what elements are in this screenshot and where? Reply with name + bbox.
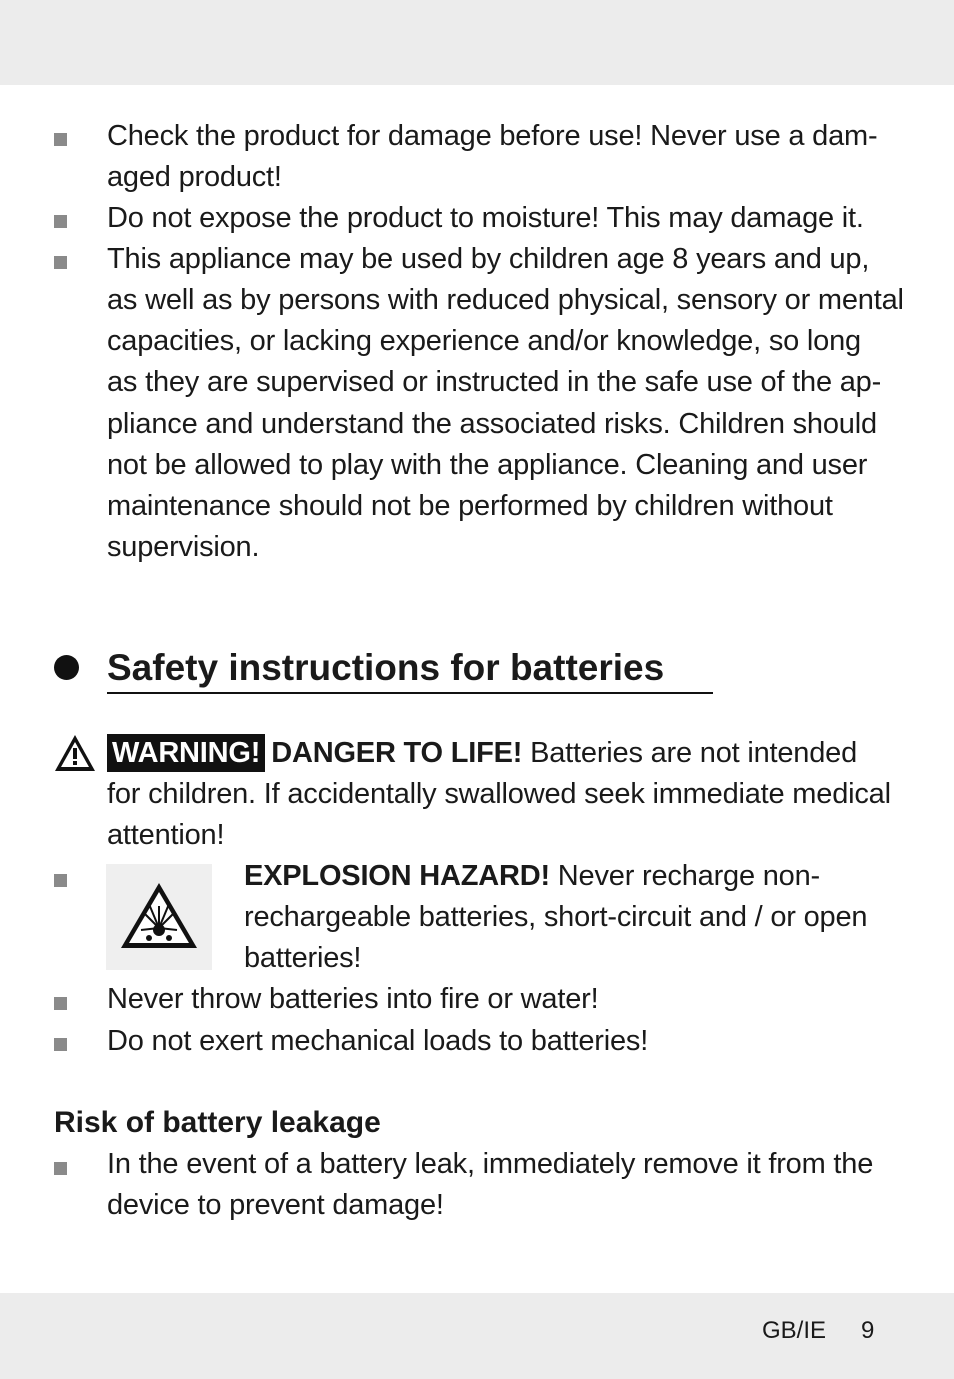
square-bullet-icon bbox=[54, 256, 67, 269]
explosion-hazard-icon bbox=[119, 880, 199, 952]
square-bullet-icon bbox=[54, 133, 67, 146]
explosion-text: Never recharge non- bbox=[549, 860, 820, 892]
section-title: Safety instructions for batteries bbox=[107, 647, 665, 688]
explosion-line-2: rechargeable batteries, short-circuit and / or open bbox=[244, 901, 868, 933]
list-item-line: supervision. bbox=[107, 531, 260, 563]
warning-headline: DANGER TO LIFE! bbox=[271, 737, 523, 769]
explosion-hazard-panel bbox=[106, 864, 212, 970]
list-item-line: as well as by persons with reduced physical, sensory or mental bbox=[107, 284, 904, 316]
list-item-line: Check the product for damage before use! Never use a dam- bbox=[107, 120, 878, 152]
subsection-title: Risk of battery leakage bbox=[54, 1106, 381, 1139]
explosion-line-3: batteries! bbox=[244, 942, 362, 974]
list-item-line: device to prevent damage! bbox=[107, 1189, 444, 1221]
filled-circle-icon bbox=[54, 655, 79, 680]
list-item: Do not exert mechanical loads to batteries! bbox=[107, 1025, 649, 1057]
list-item-line: pliance and understand the associated risks. Children should bbox=[107, 408, 877, 440]
square-bullet-icon bbox=[54, 997, 67, 1010]
explosion-headline: EXPLOSION HAZARD! bbox=[244, 860, 550, 892]
square-bullet-icon bbox=[54, 215, 67, 228]
warning-triangle-icon bbox=[54, 734, 96, 772]
warning-line-2: for children. If accidentally swallowed seek immediate medical bbox=[107, 778, 891, 810]
warning-text: Batteries are not intended bbox=[522, 737, 858, 769]
list-item-line: aged product! bbox=[107, 161, 282, 193]
list-item-line: Do not expose the product to moisture! This may damage it. bbox=[107, 202, 864, 234]
list-item-line: capacities, or lacking experience and/or knowledge, so long bbox=[107, 325, 861, 357]
header-band bbox=[0, 0, 954, 85]
list-item-line: maintenance should not be performed by children without bbox=[107, 490, 833, 522]
square-bullet-icon bbox=[54, 874, 67, 887]
square-bullet-icon bbox=[54, 1038, 67, 1051]
list-item-line: as they are supervised or instructed in the safe use of the ap- bbox=[107, 366, 882, 398]
section-underline bbox=[107, 692, 713, 694]
list-item-line: This appliance may be used by children age 8 years and up, bbox=[107, 243, 870, 275]
warning-line-1 bbox=[107, 733, 897, 774]
list-item-line: not be allowed to play with the appliance. Cleaning and user bbox=[107, 449, 868, 481]
page-number: 9 bbox=[861, 1317, 875, 1344]
list-item-line: In the event of a battery leak, immediately remove it from the bbox=[107, 1148, 874, 1180]
square-bullet-icon bbox=[54, 1162, 67, 1175]
warning-badge: WARNING! bbox=[107, 734, 265, 772]
footer-region: GB/IE bbox=[762, 1317, 827, 1344]
warning-line-3: attention! bbox=[107, 819, 225, 851]
explosion-line-1 bbox=[244, 856, 894, 897]
list-item: Never throw batteries into fire or water! bbox=[107, 983, 599, 1015]
